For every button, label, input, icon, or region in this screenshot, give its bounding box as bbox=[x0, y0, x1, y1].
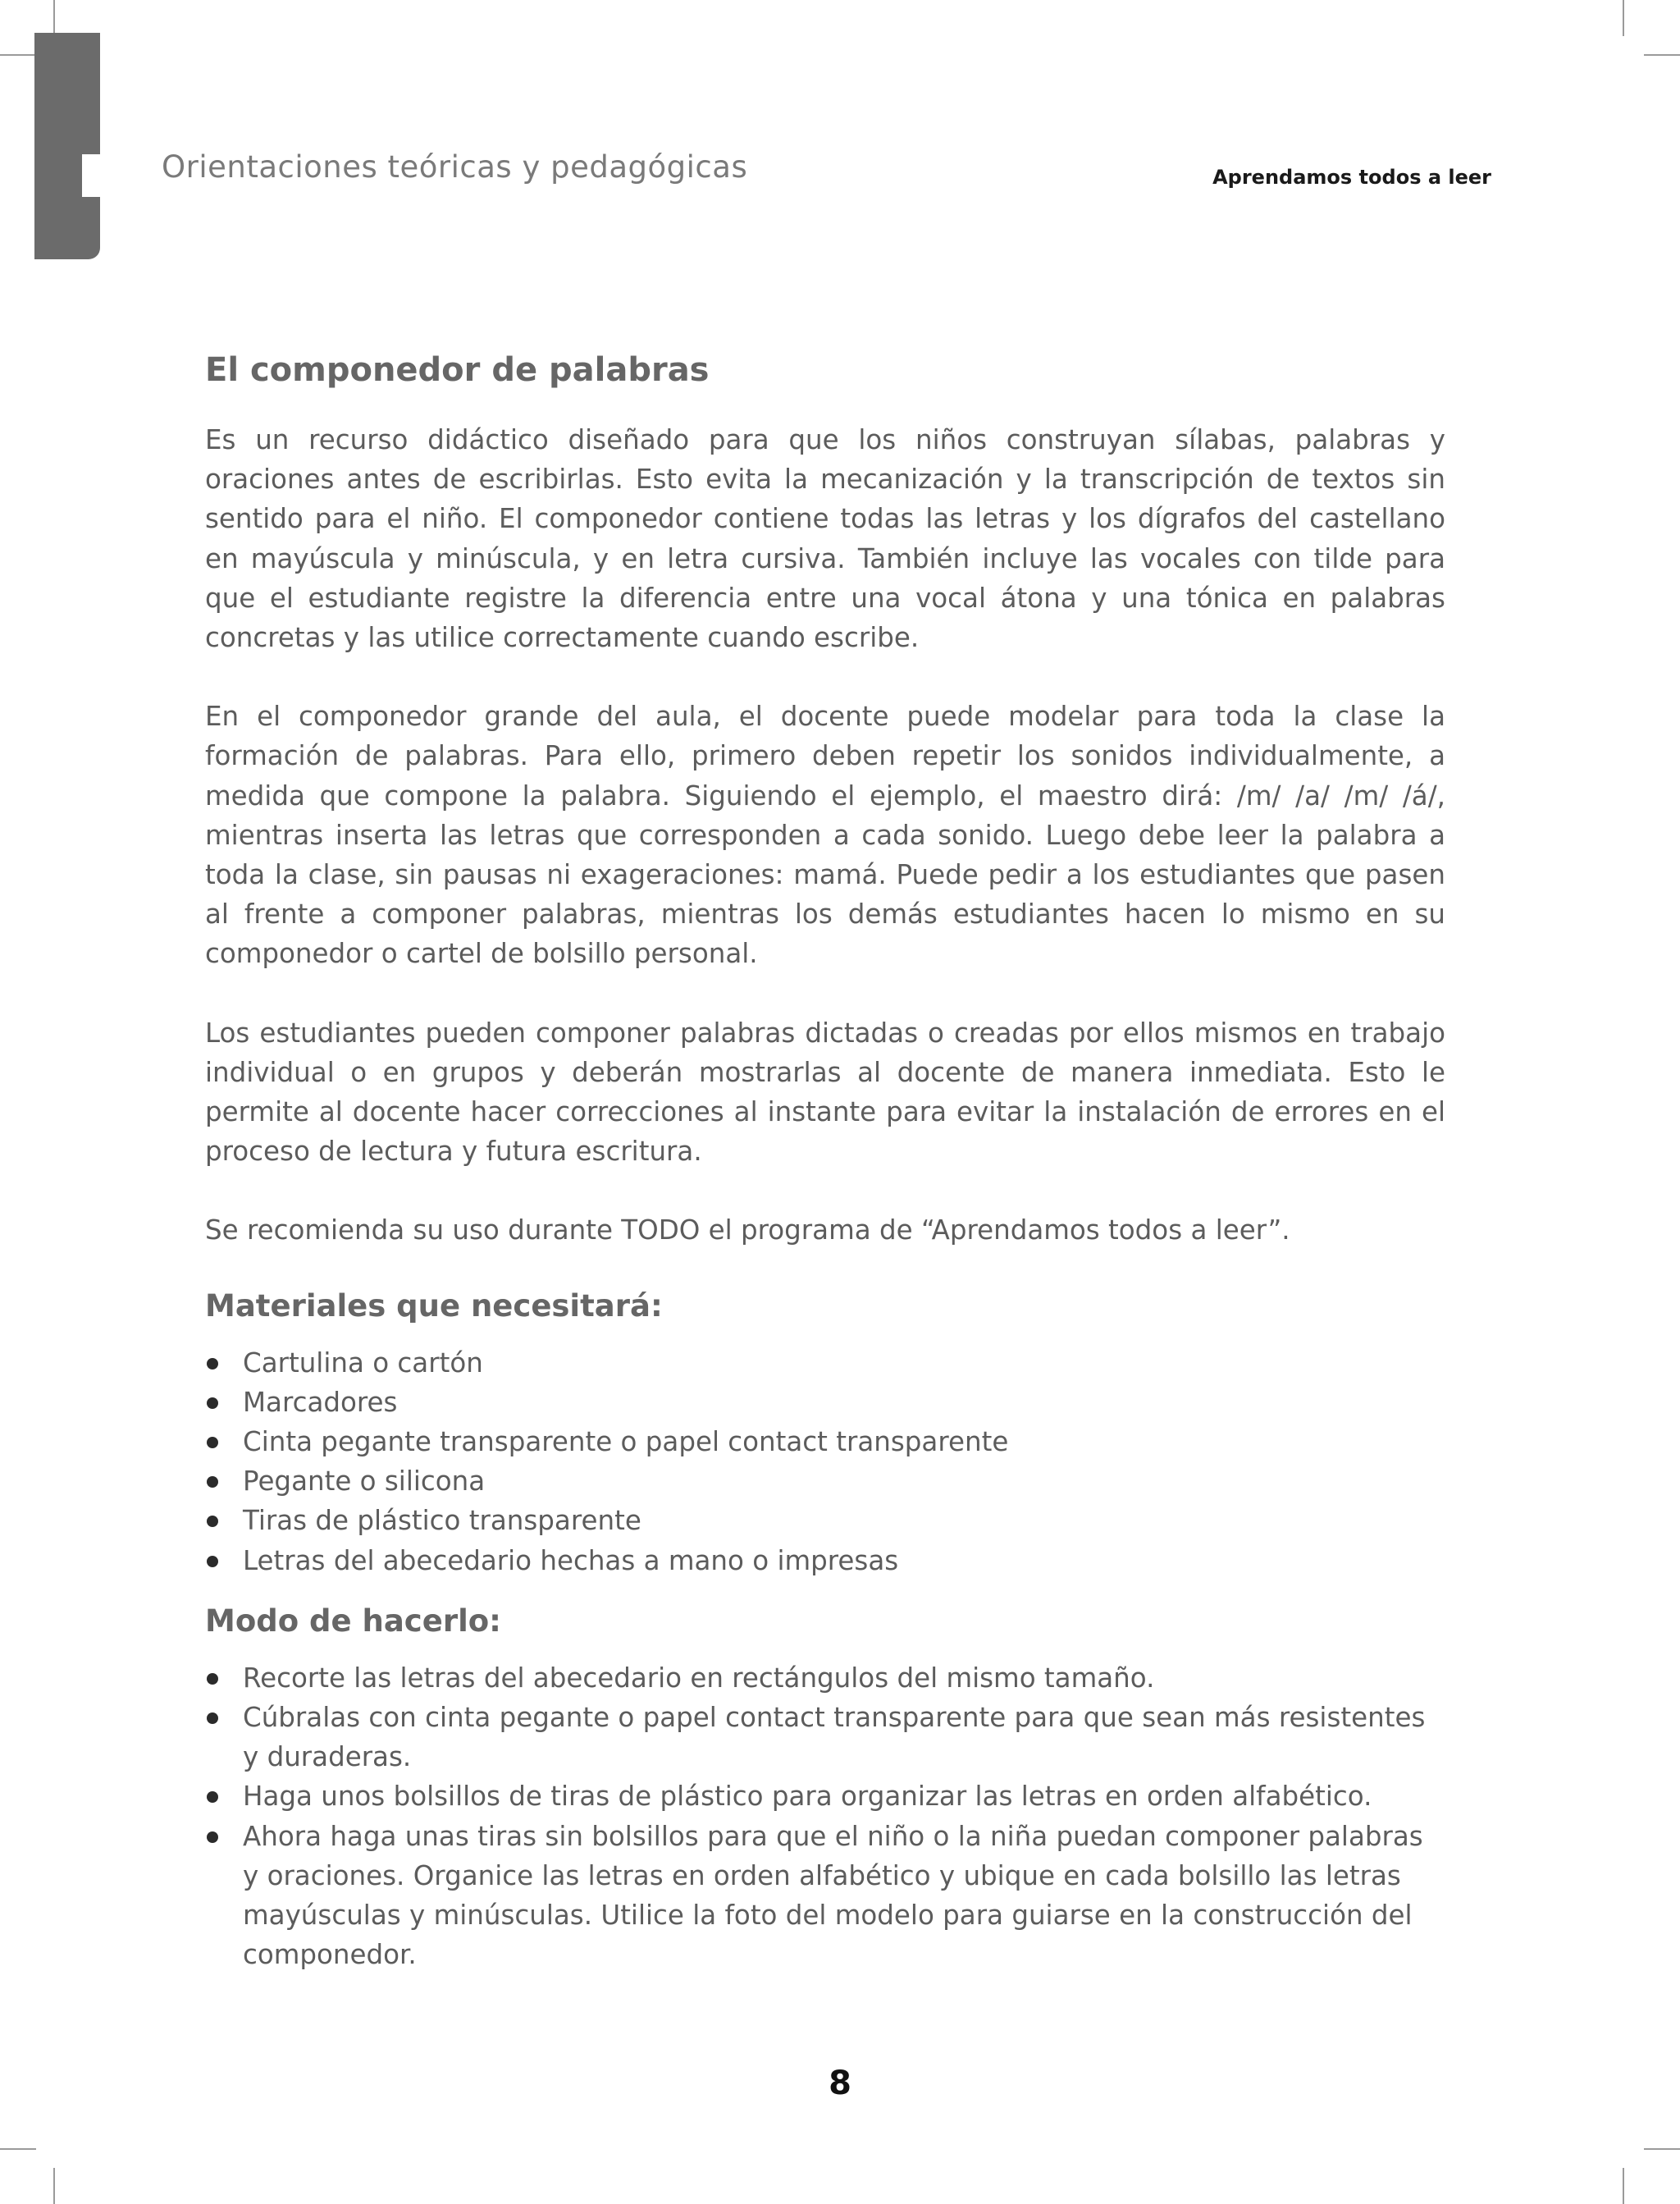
list-item: Cinta pegante transparente o papel contact transparente bbox=[205, 1422, 1445, 1461]
running-header-book-title: Aprendamos todos a leer bbox=[1212, 166, 1491, 189]
crop-mark bbox=[53, 0, 55, 36]
list-item: Pegante o silicona bbox=[205, 1461, 1445, 1501]
paragraph: Los estudiantes pueden componer palabras dictadas o creadas por ellos mismos en trabajo individual o en grupos y deberán mostrarlas al docente de manera inmediata. Esto le permite al docente hacer correcciones al instante para evitar la instalación de errores en el proceso de lectura y futura escritura. bbox=[205, 1017, 1445, 1168]
chapter-tab-notch bbox=[82, 154, 100, 197]
paragraph: Se recomienda su uso durante TODO el programa de “Aprendamos todos a leer”. bbox=[205, 1214, 1290, 1246]
running-header-section: Orientaciones teóricas y pedagógicas bbox=[162, 149, 748, 185]
crop-mark bbox=[0, 54, 36, 56]
paragraph: En el componedor grande del aula, el docente puede modelar para toda la clase la formación de palabras. Para ello, primero deben repetir los sonidos individualmente, a medida que compone la palabra. Siguiendo el ejemplo, el maestro dirá: /m/ /a/ /m/ /á/, mientras inserta las letras que corresponden a cada sonido. Luego debe leer la palabra a toda la clase, sin pausas ni exageraciones: mamá. Puede pedir a los estudiantes que pasen al frente a componer palabras, mientras los demás estudiantes hacen lo mismo en su componedor o cartel de bolsillo personal. bbox=[205, 701, 1445, 970]
method-heading: Modo de hacerlo: bbox=[205, 1603, 501, 1639]
chapter-tab-marker bbox=[34, 33, 100, 259]
list-item: Tiras de plástico transparente bbox=[205, 1501, 1445, 1540]
paragraph: Es un recurso didáctico diseñado para que los niños construyan sílabas, palabras y oraciones antes de escribirlas. Esto evita la mecanización y la transcripción de textos sin sentido para el niño. El componedor contiene todas las letras y los dígrafos del castellano en mayúscula y minúscula, y en letra cursiva. También incluye las vocales con tilde para que el estudiante registre la diferencia entre una vocal átona y una tónica en palabras concretas y las utilice correctamente cuando escribe. bbox=[205, 424, 1445, 654]
list-item: Marcadores bbox=[205, 1383, 1445, 1422]
list-item: Letras del abecedario hechas a mano o impresas bbox=[205, 1541, 1445, 1580]
list-item: Cartulina o cartón bbox=[205, 1343, 1445, 1383]
method-list bbox=[205, 1658, 1445, 1975]
page-number: 8 bbox=[829, 2065, 851, 2102]
crop-mark bbox=[1644, 2148, 1680, 2150]
list-item: Recorte las letras del abecedario en rectángulos del mismo tamaño. bbox=[205, 1658, 1445, 1698]
materials-heading: Materiales que necesitará: bbox=[205, 1287, 663, 1324]
page-body bbox=[205, 351, 1445, 1998]
page-title: El componedor de palabras bbox=[205, 351, 710, 389]
crop-mark bbox=[1644, 54, 1680, 56]
list-item: Cúbralas con cinta pegante o papel contact transparente para que sean más resistentes y duraderas. bbox=[205, 1698, 1445, 1776]
list-item: Ahora haga unas tiras sin bolsillos para que el niño o la niña puedan componer palabras y oraciones. Organice las letras en orden alfabético y ubique en cada bolsillo las letras mayúsculas y minúsculas. Utilice la foto del modelo para guiarse en la construcción del componedor. bbox=[205, 1817, 1445, 1975]
list-item: Haga unos bolsillos de tiras de plástico para organizar las letras en orden alfabético. bbox=[205, 1776, 1445, 1816]
crop-mark bbox=[1623, 0, 1624, 36]
crop-mark bbox=[1623, 2168, 1624, 2204]
crop-mark bbox=[53, 2168, 55, 2204]
materials-list bbox=[205, 1343, 1445, 1580]
crop-mark bbox=[0, 2148, 36, 2150]
